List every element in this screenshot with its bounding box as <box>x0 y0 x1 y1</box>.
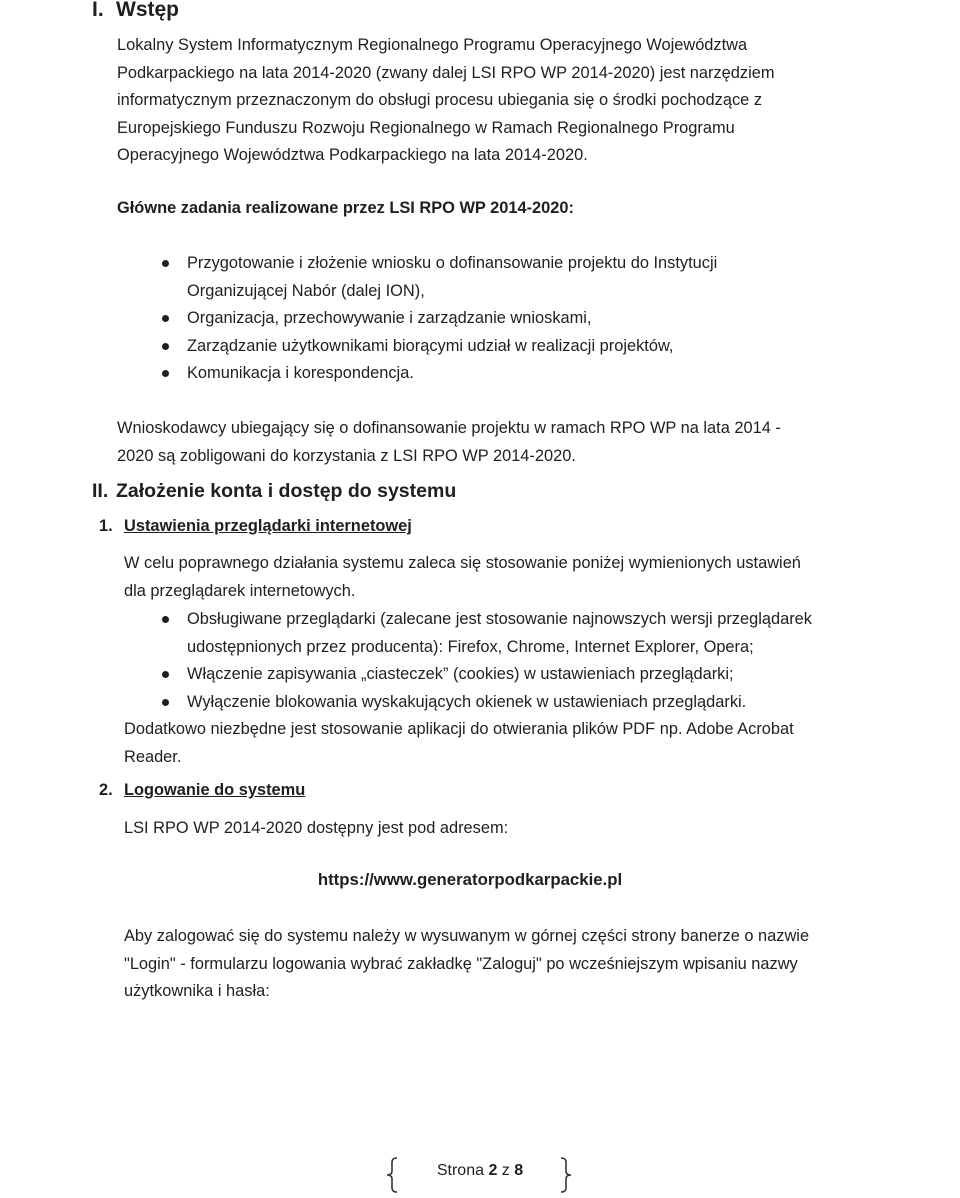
text-line: Wnioskodawcy ubiegający się o dofinansowanie projektu w ramach RPO WP na lata 2014 - <box>117 419 781 437</box>
login-instructions-paragraph <box>124 923 809 1006</box>
right-brace-icon <box>560 1157 572 1193</box>
text-line: Aby zalogować się do systemu należy w wysuwanym w górnej części strony banerze o nazwie <box>124 927 810 945</box>
subsection-title: Ustawienia przeglądarki internetowej <box>124 517 412 535</box>
left-brace-icon <box>386 1157 398 1193</box>
text-line: Podkarpackiego na lata 2014-2020 (zwany dalej LSI RPO WP 2014-2020) jest narzędziem <box>117 63 775 82</box>
subsection-heading-login <box>99 781 305 800</box>
bullet-text: Obsługiwane przeglądarki (zalecane jest stosowanie najnowszych wersji przeglądarek udostępnionych przez producenta): Firefox, Chrome, Internet Explorer, Opera; <box>187 610 812 656</box>
section-title: Wstęp <box>116 0 179 21</box>
obligation-paragraph <box>117 415 781 470</box>
list-item <box>160 661 812 689</box>
text-line: Dodatkowo niezbędne jest stosowanie aplikacji do otwierania plików PDF np. Adobe Acrobat <box>124 720 794 738</box>
text-line: Reader. <box>124 747 182 766</box>
system-url-link[interactable]: https://www.generatorpodkarpackie.pl <box>317 870 623 889</box>
pdf-requirement-paragraph <box>124 716 794 771</box>
subsection-title: Logowanie do systemu <box>124 781 306 799</box>
section-heading-intro <box>92 0 179 22</box>
bullet-text: Komunikacja i korespondencja. <box>187 364 414 383</box>
browser-intro-paragraph <box>124 550 801 605</box>
text-line: W celu poprawnego działania systemu zaleca się stosowanie poniżej wymienionych ustawień <box>124 554 801 572</box>
text-line: "Login" - formularzu logowania wybrać zakładkę "Zaloguj" po wcześniejszym wpisaniu nazwy <box>124 954 798 973</box>
list-item <box>160 360 717 388</box>
bullet-text: Organizacja, przechowywanie i zarządzanie wnioskami, <box>187 309 592 328</box>
page-label: Strona <box>436 1162 484 1179</box>
section-title: Założenie konta i dostęp do systemu <box>116 480 457 502</box>
bullet-text: Wyłączenie blokowania wyskakujących okienek w ustawieniach przeglądarki. <box>187 692 747 711</box>
list-item <box>160 250 717 305</box>
bullet-text: Zarządzanie użytkownikami biorącymi udział w realizacji projektów, <box>187 336 674 355</box>
bullet-text: Przygotowanie i złożenie wniosku o dofinansowanie projektu do Instytucji Organizującej Nabór (dalej ION), <box>187 254 718 300</box>
text-line: użytkownika i hasła: <box>124 982 270 1001</box>
intro-paragraph <box>117 32 775 170</box>
browser-settings-list <box>160 606 812 716</box>
tasks-list <box>160 250 717 388</box>
subsection-heading-browser <box>99 517 412 536</box>
tasks-title: Główne zadania realizowane przez LSI RPO WP 2014-2020: <box>117 199 574 217</box>
url-intro: LSI RPO WP 2014-2020 dostępny jest pod adresem: <box>124 819 509 837</box>
page-footer <box>0 1157 960 1197</box>
list-item <box>160 305 717 333</box>
text-line: Operacyjnego Województwa Podkarpackiego na lata 2014-2020. <box>117 146 588 165</box>
subsection-number: 1. <box>99 517 113 535</box>
list-item <box>160 333 717 361</box>
page-separator: z <box>501 1162 510 1179</box>
page-number <box>400 1162 560 1180</box>
list-item <box>160 606 812 661</box>
text-line: 2020 są zobligowani do korzystania z LSI RPO WP 2014-2020. <box>117 446 576 465</box>
section-number: II. <box>92 480 109 502</box>
text-line: Europejskiego Funduszu Rozwoju Regionalnego w Ramach Regionalnego Programu <box>117 118 735 137</box>
current-page: 2 <box>488 1162 498 1179</box>
list-item <box>160 689 812 717</box>
text-line: informatycznym przeznaczonym do obsługi procesu ubiegania się o środki pochodzące z <box>117 91 763 110</box>
section-heading-account <box>92 480 456 503</box>
text-line: Lokalny System Informatycznym Regionalnego Programu Operacyjnego Województwa <box>117 36 748 54</box>
subsection-number: 2. <box>99 781 113 799</box>
bullet-text: Włączenie zapisywania „ciasteczek” (cookies) w ustawieniach przeglądarki; <box>187 665 734 684</box>
text-line: dla przeglądarek internetowych. <box>124 581 356 600</box>
section-number: I. <box>92 0 104 21</box>
total-pages: 8 <box>514 1162 524 1179</box>
